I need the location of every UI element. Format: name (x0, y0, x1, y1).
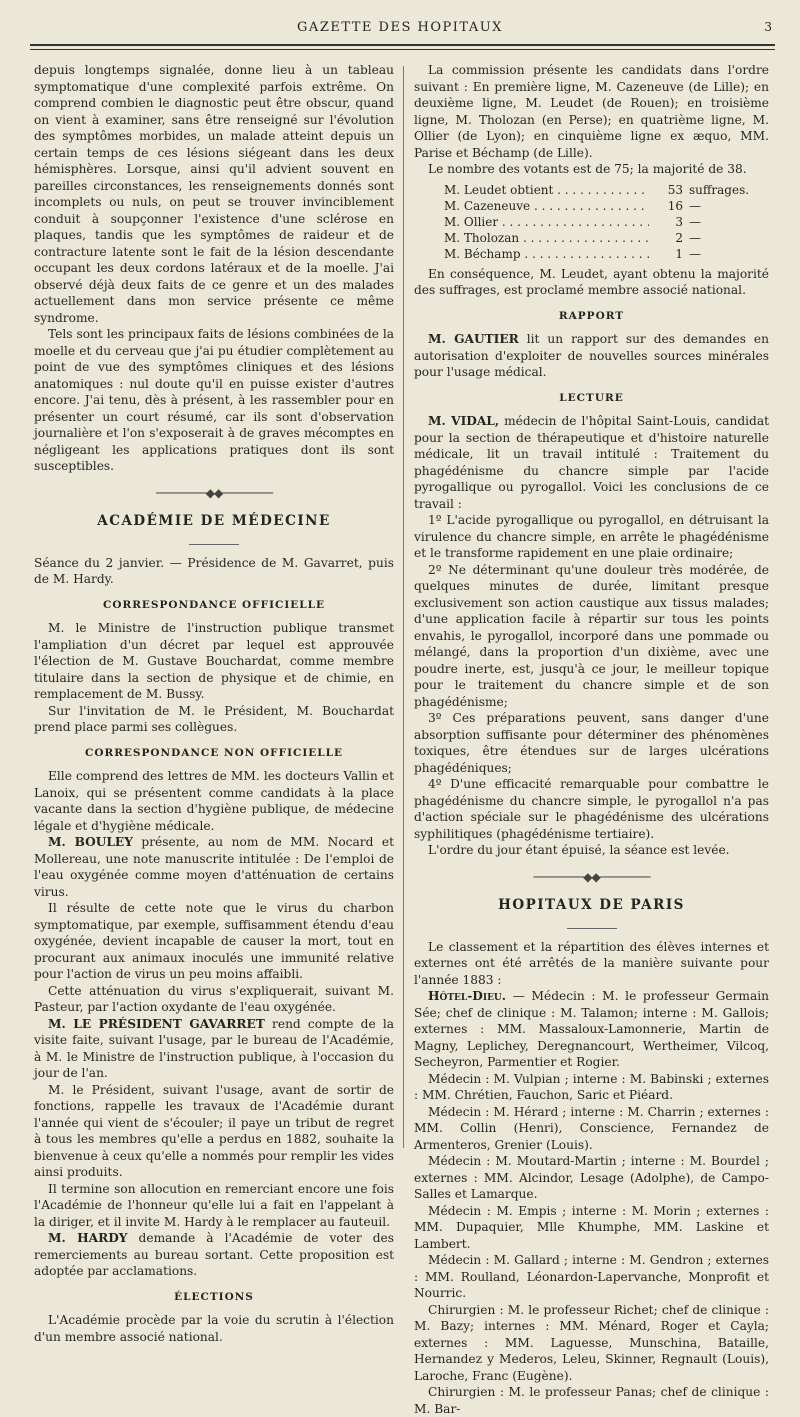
vote-table (444, 182, 769, 262)
vote-count: 2 (675, 230, 683, 245)
page-number: 3 (764, 20, 772, 34)
vote-unit: — (689, 230, 701, 245)
speaker-name: M. LE PRÉSIDENT GAVARRET (48, 1016, 265, 1031)
paragraph: Cette atténuation du virus s'expliquerait, suivant M. Pasteur, par l'action oxydante de l'eau oxygénée. (34, 983, 394, 1014)
candidate-name: M. Ollier . . . (444, 214, 649, 230)
paragraph: Il termine son allocution en remerciant encore une fois l'Académie de l'honneur qu'elle lui a fait en l'appelant à la diriger, et il invite M. Hardy à le remplacer au fauteuil. (34, 1181, 394, 1229)
short-rule (189, 544, 239, 545)
right-column (414, 62, 769, 1417)
left-column (34, 62, 394, 1345)
paragraph: Chirurgien : M. le professeur Richet; chef de clinique : M. Bazy; internes : MM. Ménard, Roger et Cayla; externes : MM. Laguesse, Munschina, Bataille, Hernandez y Mederos, Leleu, Skinner, Regnault (Louis), Laroche, Franc (Eugène). (414, 1302, 769, 1383)
vote-count: 1 (675, 246, 683, 261)
ornament-divider: ────────◆◆──────── (533, 869, 650, 884)
page-header-title: GAZETTE DES HOPITAUX (297, 20, 503, 35)
paragraph: Médecin : M. Vulpian ; interne : M. Babinski ; externes : MM. Chrétien, Fauchon, Saric et Piéard. (414, 1071, 769, 1102)
vote-unit: — (689, 214, 701, 229)
conclusion-4: 4º D'une efficacité remarquable pour combattre le phagédénisme du chancre simple, le pyrogallol n'a pas d'action spéciale sur le phagédénisme des ulcérations syphilitiques (phagédénisme tertiaire). (414, 777, 769, 841)
paragraph: En conséquence, M. Leudet, ayant obtenu la majorité des suffrages, est proclamé membre associé national. (414, 266, 769, 297)
speaker-text: demande à l'Académie de voter des remerciements au bureau sortant. Cette proposition est adoptée par acclamations. (34, 1231, 394, 1278)
paragraph: Médecin : M. Empis ; interne : M. Morin ; externes : MM. Dupaquier, Mlle Khumphe, MM. Laskine et Lambert. (414, 1203, 769, 1251)
paragraph: Médecin : M. Moutard-Martin ; interne : M. Bourdel ; externes : MM. Alcindor, Lesage (Adolphe), de Campo-Salles et Lamarque. (414, 1154, 769, 1201)
candidate-name: M. Béchamp . . . (444, 246, 649, 262)
paragraph-classement: Le classement et la répartition des élèves internes et externes ont été arrêtés de la manière suivante pour l'année 1883 : (414, 939, 769, 987)
subtitle-corr-non-officielle: CORRESPONDANCE NON OFFICIELLE (84, 746, 344, 759)
subtitle-rapport: RAPPORT (558, 309, 625, 322)
hospital-name: Hôtel-Dieu. (428, 989, 507, 1003)
header-rule-thick (30, 44, 775, 46)
subtitle-corr-officielle: CORRESPONDANCE OFFICIELLE (102, 598, 326, 611)
speaker-text: lit un rapport sur des demandes en autorisation d'exploiter de nouvelles sources minérales pour l'usage médical. (414, 332, 769, 379)
speaker-text: rend compte de la visite faite, suivant l'usage, par le bureau de l'Académie, à M. le Ministre de l'instruction publique, à l'occasion du jour de l'an. (34, 1016, 394, 1080)
column-divider (403, 66, 404, 1148)
conclusion-2: 2º Ne déterminant qu'une douleur très modérée, de quelques minutes de durée, limitant presque exclusivement son action caustique aux tissus malades; d'une application facile à répartir sur tous les points envahis, le pyrogallol, incorporé dans une pommade ou mélangé, dans la proportion d'un dixième, avec une poudre inerte, est, jusqu'à ce jour, le meilleur topique pour le traitement du chancre simple et de son phagédénisme; (414, 562, 769, 709)
vote-unit: — (689, 246, 701, 261)
vote-count: 16 (667, 198, 683, 213)
paragraph-votants: Le nombre des votants est de 75; la majorité de 38. (428, 162, 747, 176)
paragraph: L'Académie procède par la voie du scrutin à l'élection d'un membre associé national. (34, 1313, 394, 1344)
subtitle-elections: ÉLECTIONS (174, 1290, 254, 1303)
paragraph: Chirurgien : M. le professeur Panas; chef de clinique : M. Bar- (414, 1385, 769, 1416)
header-rule-thin (30, 49, 775, 50)
vote-count: 3 (675, 214, 683, 229)
speaker-name: M. HARDY (48, 1231, 128, 1245)
speaker-name: M. GAUTIER (428, 332, 519, 346)
section-title-academie: ACADÉMIE DE MÉDECINE (97, 513, 331, 529)
vote-unit: suffrages. (689, 182, 750, 197)
hospital-text: — Médecin : M. le professeur Germain Sée; chef de clinique : M. Talamon; interne : M. Gallois; externes : MM. Massaloux-Lamonnerie, Martin de Magny, Leplichey, Deregnancourt, Wertheimer, Vilcoq, Secheyron, Parmentier et Rogier. (414, 989, 769, 1069)
paragraph-hotel-dieu (414, 988, 769, 1071)
paragraph-bouley (34, 834, 394, 900)
speaker-name: M. VIDAL, (428, 414, 500, 428)
candidate-name: M. Leudet obtient . . . (444, 182, 649, 198)
paragraph-vidal (414, 413, 769, 512)
paragraph-commission: La commission présente les candidats dans l'ordre suivant : En première ligne, M. Cazeneuve (de Lille); en deuxième ligne, M. Leudet (de Rouen); en troisième ligne, M. Tholozan (en Perse); en quatrième ligne, M. Ollier (de Lyon); en cinquième ligne ex æquo, MM. Parise et Béchamp (de Lille). (414, 63, 769, 160)
vote-unit: — (689, 198, 701, 213)
candidate-name: M. Cazeneuve . . . (444, 198, 649, 214)
paragraph-hardy (34, 1230, 394, 1280)
ornament-divider: ────────◆◆──────── (155, 485, 273, 500)
short-rule (567, 928, 617, 929)
vote-row (444, 198, 769, 214)
paragraph: Il résulte de cette note que le virus du charbon symptomatique, par exemple, suffisamment étendu d'eau oxygénée, devient incapable de causer la mort, tout en procurant aux animaux inoculés une immunité relative pour l'action de virus un peu moins affaibli. (34, 901, 394, 981)
paragraph: Sur l'invitation de M. le Président, M. Bouchardat prend place parmi ses collègues. (34, 703, 394, 734)
conclusion-1: 1º L'acide pyrogallique ou pyrogallol, en détruisant la virulence du chancre simple, en arrête le phagédénisme et le transforme rapidement en une plaie ordinaire; (414, 513, 769, 560)
paragraph-gautier (414, 331, 769, 381)
intro-paragraph-2: Tels sont les principaux faits de lésions combinées de la moelle et du cerveau que j'ai pu étudier complètement au point de vue des symptômes cliniques et des lésions anatomiques : nul doute qu'il en puisse exister d'autres encore. J'ai tenu, dès à présent, à les rassembler pour en présenter un court résumé, car ils sont d'observation journalière et l'on s'exposerait à de graves mécomptes en négligeant les applications pratiques dont ils sont susceptibles. (34, 327, 394, 473)
speaker-name: M. BOULEY (48, 835, 133, 849)
conclusion-3: 3º Ces préparations peuvent, sans danger d'une absorption suffisante pour déterminer des phénomènes toxiques, être étendues sur de larges ulcérations phagédéniques; (414, 711, 769, 775)
vote-row (444, 230, 769, 246)
section-title-hopitaux: HOPITAUX DE PARIS (498, 897, 685, 913)
vote-row (444, 246, 769, 262)
vote-row (444, 182, 769, 198)
speaker-text: présente, au nom de MM. Nocard et Mollereau, une note manuscrite intitulée : De l'emploi de l'eau oxygénée comme moyen d'atténuation de certains virus. (34, 835, 394, 899)
vote-row (444, 214, 769, 230)
paragraph: Médecin : M. Hérard ; interne : M. Charrin ; externes : MM. Collin (Henri), Conscience, Fernandez de Armenteros, Grenier (Louis). (414, 1104, 769, 1152)
paragraph: M. le Président, suivant l'usage, avant de sortir de fonctions, rappelle les travaux de l'Académie durant l'année qui vient de s'écouler; il paye un tribut de regret à tous les membres qu'elle a perdus en 1882, souhaite la bienvenue à ceux qu'elle a nommés pour remplir les vides ainsi produits. (34, 1082, 394, 1179)
intro-paragraph: depuis longtemps signalée, donne lieu à un tableau symptomatique d'une complexité parfois extrême. On comprend combien le diagnostic peut être obscur, quand on vient à examiner, sans être renseigné sur l'évolution des symptômes morbides, un malade atteint depuis un certain temps de ces lésions siégeant dans les deux hémisphères. Lorsque, ainsi qu'il advient souvent en pareilles circonstances, les renseignements donnés sont incomplets ou nuls, on peut se trouver invinciblement conduit à soupçonner l'existence d'une sclérose en plaques, tandis que les symptômes de raideur et de contracture latente sont le fait de la lésion descendante occupant les deux cordons latéraux et de la moelle. J'ai observé déjà deux faits de ce genre et un des malades actuellement dans mon service présente ce même syndrome. (34, 63, 394, 325)
seance-line: Séance du 2 janvier. — Présidence de M. Gavarret, puis de M. Hardy. (34, 555, 394, 586)
vote-count: 53 (667, 182, 683, 197)
paragraph: M. le Ministre de l'instruction publique transmet l'ampliation d'un décret par lequel est approuvée l'élection de M. Gustave Bouchardat, comme membre titulaire dans la section de physique et de chimie, en remplacement de M. Bussy. (34, 621, 394, 701)
paragraph-president (34, 1016, 394, 1082)
speaker-text: médecin de l'hôpital Saint-Louis, candidat pour la section de thérapeutique et d'histoire naturelle médicale, lit un travail intitulé : Traitement du phagédénisme du chancre simple par l'acide pyrogallique ou pyrogallol. Voici les conclusions de ce travail : (414, 414, 769, 511)
paragraph: Elle comprend des lettres de MM. les docteurs Vallin et Lanoix, qui se présentent comme candidats à la place vacante dans la section d'hygiène publique, de médecine légale et d'hygiène médicale. (34, 769, 394, 833)
paragraph: L'ordre du jour étant épuisé, la séance est levée. (428, 843, 730, 857)
paragraph: Médecin : M. Gallard ; interne : M. Gendron ; externes : MM. Roulland, Léonardon-Lapervanche, Monprofit et Nourric. (414, 1253, 769, 1300)
subtitle-lecture: LECTURE (559, 391, 624, 404)
candidate-name: M. Tholozan . . . (444, 230, 649, 246)
